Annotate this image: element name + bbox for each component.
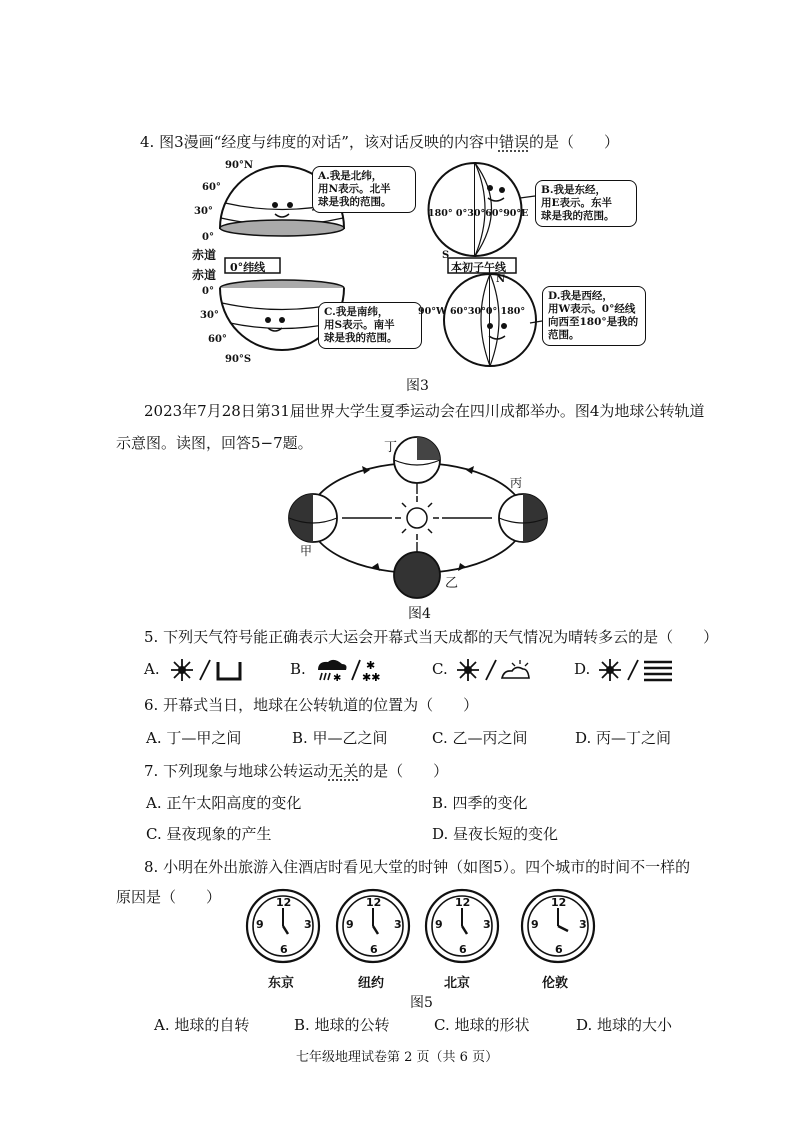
clock3-9: 9 — [435, 918, 443, 931]
city-tokyo: 东京 — [268, 976, 295, 991]
figure-4 — [280, 430, 560, 600]
lat-label-0-s: 0° — [202, 286, 214, 297]
q8-option-c[interactable]: C. 地球的形状 — [434, 1016, 530, 1034]
svg-text:✱: ✱ — [333, 673, 342, 682]
thunderstorm-snow-icon — [314, 658, 390, 682]
sun-duststorm-icon — [170, 658, 246, 682]
sun-fog-icon — [598, 658, 678, 682]
question-8: 8. 小明在外出旅游入住酒店时看见大堂的时钟（如图5）。四个城市的时间不一样的 — [144, 858, 691, 876]
clock1-12: 12 — [276, 896, 292, 909]
lat-label-30-s: 30° — [200, 310, 219, 321]
q8-option-d[interactable]: D. 地球的大小 — [576, 1016, 673, 1034]
q7-option-c[interactable]: C. 昼夜现象的产生 — [146, 825, 272, 843]
question-6: 6. 开幕式当日，地球在公转轨道的位置为（ ） — [144, 696, 479, 714]
clock2-3: 3 — [394, 918, 402, 931]
q6-option-c[interactable]: C. 乙—丙之间 — [432, 729, 528, 747]
equator-label-south: 赤道 — [192, 268, 217, 282]
clock4-9: 9 — [531, 918, 539, 931]
city-london: 伦敦 — [542, 976, 569, 991]
clock2-6: 6 — [370, 943, 378, 956]
q8-option-a[interactable]: A. 地球的自转 — [154, 1016, 250, 1034]
question-8-line-2: 原因是（ ） — [116, 888, 222, 906]
lat-label-90n: 90°N — [225, 160, 254, 171]
city-new-york: 纽约 — [358, 976, 385, 991]
west-lon-labels: 90°W 60°30°0° 180° — [418, 306, 526, 317]
intro-line-2: 示意图。读图，回答5−7题。 — [116, 434, 313, 452]
q8-option-b[interactable]: B. 地球的公转 — [294, 1016, 390, 1034]
q6-option-b[interactable]: B. 甲—乙之间 — [292, 729, 388, 747]
q5-option-c[interactable]: C. — [432, 660, 448, 678]
position-yi: 乙 — [445, 576, 459, 591]
position-jia: 甲 — [300, 544, 313, 558]
prime-meridian-label: 本初子午线 — [451, 261, 506, 274]
q5-option-a[interactable]: A. — [144, 660, 160, 678]
equator-line-label: 0°纬线 — [230, 261, 266, 274]
svg-text:✱✱: ✱✱ — [362, 671, 381, 682]
clock4-12: 12 — [551, 896, 567, 909]
clock2-9: 9 — [346, 918, 354, 931]
svg-text:✱: ✱ — [366, 659, 376, 672]
q5-options — [144, 658, 704, 684]
figure-3 — [190, 158, 650, 370]
lat-label-90s: 90°S — [225, 354, 252, 365]
figure-3-caption: 图3 — [406, 378, 429, 394]
clock3-6: 6 — [459, 943, 467, 956]
bubble-a: A.我是北纬， 用N表示。北半 球是我的范围。 — [312, 166, 416, 213]
clock3-12: 12 — [455, 896, 471, 909]
q7-option-d[interactable]: D. 昼夜长短的变化 — [432, 825, 559, 843]
position-ding: 丁 — [384, 440, 398, 455]
bubble-b: B.我是东经， 用E表示。东半 球是我的范围。 — [535, 180, 637, 227]
bubble-c: C.我是南纬， 用S表示。南半 球是我的范围。 — [318, 302, 422, 349]
clock1-6: 6 — [280, 943, 288, 956]
question-5: 5. 下列天气符号能正确表示大运会开幕式当天成都的天气情况为晴转多云的是（ ） — [144, 628, 719, 646]
sun-partly-cloudy-icon — [456, 658, 536, 682]
q7-option-b[interactable]: B. 四季的变化 — [432, 794, 528, 812]
east-lon-labels: 180° 0°30°60°90°E — [428, 208, 529, 219]
clock3-3: 3 — [483, 918, 491, 931]
west-pole-label: N — [496, 274, 506, 285]
city-beijing: 北京 — [444, 976, 471, 991]
figure-5-caption: 图5 — [410, 995, 433, 1011]
equator-label-north: 赤道 — [192, 248, 217, 262]
figure-4-caption: 图4 — [408, 606, 431, 622]
lat-label-60: 60° — [202, 182, 221, 193]
question-7: 7. 下列现象与地球公转运动无关的是（ ） — [144, 762, 449, 780]
figure-5 — [240, 888, 620, 991]
clock4-3: 3 — [579, 918, 587, 931]
clock1-9: 9 — [256, 918, 264, 931]
page-footer: 七年级地理试卷第 2 页（共 6 页） — [296, 1050, 499, 1065]
lat-label-30: 30° — [194, 206, 213, 217]
q6-option-d[interactable]: D. 丙—丁之间 — [575, 729, 672, 747]
lat-label-0: 0° — [202, 232, 214, 243]
clock4-6: 6 — [555, 943, 563, 956]
q5-option-d[interactable]: D. — [574, 660, 591, 678]
question-4: 4. 图3漫画“经度与纬度的对话”，该对话反映的内容中错误的是（ ） — [140, 133, 620, 151]
lat-label-60-s: 60° — [208, 334, 227, 345]
intro-line-1: 2023年7月28日第31届世界大学生夏季运动会在四川成都举办。图4为地球公转轨道 — [144, 402, 705, 420]
q6-option-a[interactable]: A. 丁—甲之间 — [146, 729, 242, 747]
clock1-3: 3 — [304, 918, 312, 931]
orbit-diagram — [280, 430, 560, 600]
bubble-d: D.我是西经， 用W表示。0°经线 向西至180°是我的 范围。 — [542, 286, 646, 346]
position-bing: 丙 — [510, 476, 523, 490]
q5-option-b[interactable]: B. — [290, 660, 306, 678]
q7-option-a[interactable]: A. 正午太阳高度的变化 — [146, 794, 302, 812]
clock2-12: 12 — [366, 896, 382, 909]
east-pole-label: S — [442, 250, 450, 261]
